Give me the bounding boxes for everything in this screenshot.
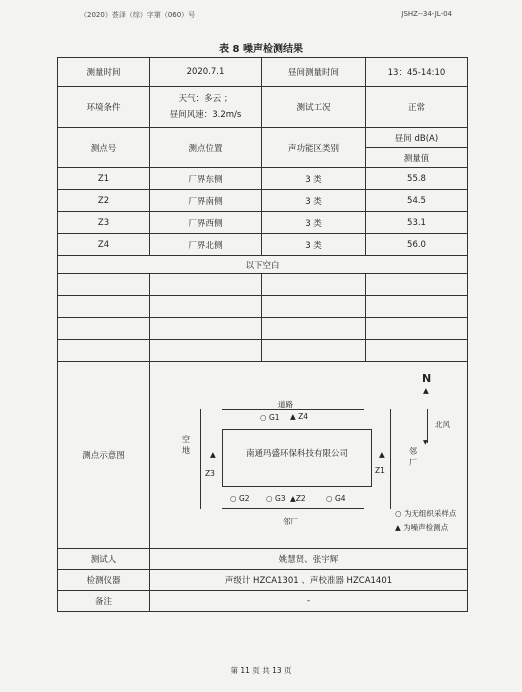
point-location: 厂界南侧 bbox=[150, 190, 262, 212]
company-box bbox=[222, 429, 372, 487]
form-code: JSHZ--34-JL-04 bbox=[401, 10, 452, 18]
point-location: 厂界西侧 bbox=[150, 212, 262, 234]
tester-row bbox=[58, 549, 468, 570]
time-row bbox=[58, 58, 468, 87]
boundary-south bbox=[222, 508, 364, 509]
north-label: N bbox=[422, 372, 432, 385]
map-label: 测点示意图 bbox=[58, 362, 150, 549]
wind-arrow-icon: ▼ bbox=[423, 439, 428, 446]
weather-text: 天气：多云 ； bbox=[178, 94, 233, 104]
table-row bbox=[58, 190, 468, 212]
instrument-value: 声级计 HZCA1301 、声校准器 HZCA1401 bbox=[150, 570, 468, 591]
location-header: 测点位置 bbox=[150, 128, 262, 168]
zone-header: 声功能区类别 bbox=[262, 128, 366, 168]
vacant-land-label: 空地 bbox=[182, 435, 190, 455]
table-row bbox=[58, 234, 468, 256]
point-id: Z1 bbox=[58, 168, 150, 190]
point-zone: 3 类 bbox=[262, 190, 366, 212]
road-line-top bbox=[222, 409, 364, 410]
wind-direction-label: 北风 bbox=[435, 420, 450, 429]
east-neighbor-label: 邻厂 bbox=[409, 447, 417, 467]
env-value bbox=[150, 87, 262, 128]
point-z4: ▲ Z4 bbox=[290, 412, 309, 421]
point-value: 55.8 bbox=[366, 168, 468, 190]
company-name: 南通玛盛环保科技有限公司 bbox=[245, 449, 348, 459]
point-location: 厂界北侧 bbox=[150, 234, 262, 256]
environment-row bbox=[58, 87, 468, 128]
south-neighbor-label: 邻厂 bbox=[283, 517, 298, 526]
point-value: 53.1 bbox=[366, 212, 468, 234]
point-id: Z3 bbox=[58, 212, 150, 234]
noise-result-table bbox=[57, 57, 468, 612]
column-header-row bbox=[58, 128, 468, 148]
page-number: 第 11 页 共 13 页 bbox=[230, 666, 292, 675]
z3-label: Z3 bbox=[205, 469, 215, 478]
boundary-east bbox=[390, 409, 391, 509]
wind-arrow-shaft bbox=[427, 409, 428, 443]
instrument-row bbox=[58, 570, 468, 591]
map-row bbox=[58, 362, 468, 549]
point-zone: 3 类 bbox=[262, 212, 366, 234]
z3-marker: ▲ bbox=[210, 450, 216, 459]
empty-row bbox=[58, 340, 468, 362]
point-no-header: 测点号 bbox=[58, 128, 150, 168]
empty-row bbox=[58, 274, 468, 296]
measurement-date: 2020.7.1 bbox=[150, 58, 262, 87]
document-number: （2020）荟泽（综）字第（060）号 bbox=[80, 11, 196, 19]
point-value: 54.5 bbox=[366, 190, 468, 212]
north-arrow-icon: ▲ bbox=[423, 386, 429, 395]
point-location: 厂界东侧 bbox=[150, 168, 262, 190]
blank-note: 以下空白 bbox=[58, 256, 468, 274]
empty-row bbox=[58, 318, 468, 340]
point-zone: 3 类 bbox=[262, 234, 366, 256]
table-title: 表 8 噪声检测结果 bbox=[219, 44, 303, 55]
road-label: 道路 bbox=[278, 400, 293, 409]
point-id: Z4 bbox=[58, 234, 150, 256]
daytime-db-header: 昼间 dB(A) bbox=[366, 128, 468, 148]
z1-label: Z1 bbox=[375, 466, 385, 475]
point-z2: ▲Z2 bbox=[290, 494, 306, 503]
env-label: 环境条件 bbox=[58, 87, 150, 128]
daytime-value: 13：45-14:10 bbox=[366, 58, 468, 87]
measured-header: 测量值 bbox=[366, 148, 468, 168]
point-g4: ○ G4 bbox=[326, 494, 346, 503]
remark-row bbox=[58, 591, 468, 612]
point-g3: ○ G3 bbox=[266, 494, 286, 503]
condition-label: 测试工况 bbox=[262, 87, 366, 128]
z1-marker: ▲ bbox=[379, 450, 385, 459]
legend-triangle: ▲ 为噪声检测点 bbox=[395, 523, 449, 532]
point-g2: ○ G2 bbox=[230, 494, 250, 503]
site-map bbox=[150, 362, 468, 549]
condition-value: 正常 bbox=[366, 87, 468, 128]
tester-value: 姚慧贤、张宇辉 bbox=[150, 549, 468, 570]
boundary-west bbox=[200, 409, 201, 509]
instrument-label: 检测仪器 bbox=[58, 570, 150, 591]
daytime-label: 昼间测量时间 bbox=[262, 58, 366, 87]
point-id: Z2 bbox=[58, 190, 150, 212]
remark-value: - bbox=[150, 591, 468, 612]
blank-note-row bbox=[58, 256, 468, 274]
point-zone: 3 类 bbox=[262, 168, 366, 190]
tester-label: 测试人 bbox=[58, 549, 150, 570]
point-value: 56.0 bbox=[366, 234, 468, 256]
remark-label: 备注 bbox=[58, 591, 150, 612]
table-row bbox=[58, 168, 468, 190]
legend-circle: ○ 为无组织采样点 bbox=[395, 509, 457, 518]
table-row bbox=[58, 212, 468, 234]
empty-row bbox=[58, 296, 468, 318]
point-g1: ○ G1 bbox=[260, 413, 280, 422]
time-label: 测量时间 bbox=[58, 58, 150, 87]
wind-speed-text: 昼间风速：3.2m/s bbox=[169, 110, 242, 120]
